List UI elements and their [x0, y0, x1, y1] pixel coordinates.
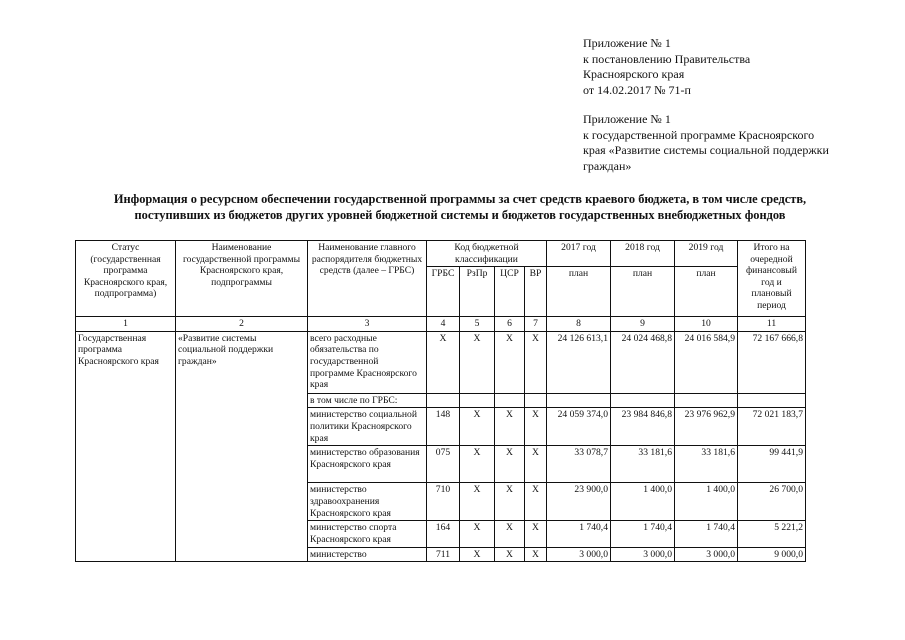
- vr-cell: Х: [525, 483, 547, 521]
- column-number: 7: [525, 317, 547, 332]
- grbs-name-cell: министерство здравоохранения Красноярского края: [308, 483, 427, 521]
- header-row: [76, 241, 806, 267]
- vr-cell: Х: [525, 446, 547, 483]
- column-number: 10: [675, 317, 738, 332]
- table-row: [76, 331, 806, 393]
- header-grbs-name: Наименование главного распорядителя бюджетных средств (далее – ГРБС): [308, 241, 427, 317]
- appendix-line: Приложение № 1: [583, 36, 671, 50]
- value-total-cell: 26 700,0: [738, 483, 806, 521]
- value-2017-cell: 1 740,4: [547, 521, 611, 547]
- value-2019-cell: 3 000,0: [675, 547, 738, 562]
- value-2019-cell: 1 400,0: [675, 483, 738, 521]
- csr-cell: [495, 393, 525, 408]
- header-2019: 2019 год: [675, 241, 738, 267]
- vr-cell: Х: [525, 521, 547, 547]
- value-2017-cell: 33 078,7: [547, 446, 611, 483]
- column-number: 11: [738, 317, 806, 332]
- appendix-line: Приложение № 1: [583, 112, 671, 126]
- vr-cell: Х: [525, 408, 547, 446]
- value-total-cell: 99 441,9: [738, 446, 806, 483]
- grbs-name-cell: в том числе по ГРБС:: [308, 393, 427, 408]
- header-2017: 2017 год: [547, 241, 611, 267]
- appendix-line: от 14.02.2017 № 71-п: [583, 82, 691, 97]
- value-2017-cell: 3 000,0: [547, 547, 611, 562]
- grbs-code-cell: [427, 393, 460, 408]
- csr-cell: Х: [495, 446, 525, 483]
- grbs-code-cell: Х: [427, 331, 460, 393]
- header-vr: ВР: [525, 267, 547, 317]
- title-line: поступивших из бюджетов других уровней бюджетной системы и бюджетов государственных внебюджетных фондов: [134, 207, 786, 222]
- value-2018-cell: 33 181,6: [611, 446, 675, 483]
- column-number: 2: [176, 317, 308, 332]
- value-2019-cell: 23 976 962,9: [675, 408, 738, 446]
- grbs-name-cell: министерство спорта Красноярского края: [308, 521, 427, 547]
- value-2017-cell: 24 126 613,1: [547, 331, 611, 393]
- column-number: 3: [308, 317, 427, 332]
- grbs-code-cell: 711: [427, 547, 460, 562]
- rzpr-cell: Х: [460, 521, 495, 547]
- value-2018-cell: 1 740,4: [611, 521, 675, 547]
- value-total-cell: 72 021 183,7: [738, 408, 806, 446]
- rzpr-cell: Х: [460, 547, 495, 562]
- value-2017-cell: 24 059 374,0: [547, 408, 611, 446]
- value-2018-cell: [611, 393, 675, 408]
- value-2019-cell: 24 016 584,9: [675, 331, 738, 393]
- appendix-header-government: [583, 36, 883, 174]
- status-cell: Государственная программа Красноярского края: [76, 331, 176, 561]
- value-total-cell: [738, 393, 806, 408]
- appendix-line: Красноярского края: [583, 67, 685, 81]
- header-program-name: Наименование государственной программы Красноярского края, подпрограммы: [176, 241, 308, 317]
- header-grbs: ГРБС: [427, 267, 460, 317]
- appendix-line: граждан»: [583, 158, 632, 173]
- value-2018-cell: 24 024 468,8: [611, 331, 675, 393]
- vr-cell: Х: [525, 331, 547, 393]
- grbs-name-cell: всего расходные обязательства по государственной программе Красноярского края: [308, 331, 427, 393]
- appendix-line: края «Развитие системы социальной поддержки: [583, 143, 829, 157]
- grbs-name-cell: министерство социальной политики Красноярского края: [308, 408, 427, 446]
- rzpr-cell: Х: [460, 331, 495, 393]
- csr-cell: Х: [495, 483, 525, 521]
- column-number: 4: [427, 317, 460, 332]
- value-total-cell: 72 167 666,8: [738, 331, 806, 393]
- document-title: [60, 192, 860, 223]
- rzpr-cell: Х: [460, 408, 495, 446]
- header-plan: план: [611, 267, 675, 317]
- rzpr-cell: Х: [460, 483, 495, 521]
- vr-cell: Х: [525, 547, 547, 562]
- value-2019-cell: 1 740,4: [675, 521, 738, 547]
- value-2018-cell: 23 984 846,8: [611, 408, 675, 446]
- appendix-line: к постановлению Правительства: [583, 51, 751, 66]
- rzpr-cell: [460, 393, 495, 408]
- column-number-row: [76, 317, 806, 332]
- grbs-code-cell: 164: [427, 521, 460, 547]
- resource-table: [75, 240, 806, 562]
- header-2018: 2018 год: [611, 241, 675, 267]
- value-2018-cell: 1 400,0: [611, 483, 675, 521]
- value-2019-cell: [675, 393, 738, 408]
- column-number: 1: [76, 317, 176, 332]
- header-csr: ЦСР: [495, 267, 525, 317]
- value-2018-cell: 3 000,0: [611, 547, 675, 562]
- appendix-line: к государственной программе Красноярского: [583, 127, 815, 142]
- grbs-code-cell: 075: [427, 446, 460, 483]
- value-2017-cell: [547, 393, 611, 408]
- title-line: Информация о ресурсном обеспечении государственной программы за счет средств краевого бюджета, в том числе средств,: [113, 192, 807, 206]
- grbs-code-cell: 148: [427, 408, 460, 446]
- header-budget-code: Код бюджетной классификации: [427, 241, 547, 267]
- header-plan: план: [675, 267, 738, 317]
- program-cell: «Развитие системы социальной поддержки граждан»: [176, 331, 308, 561]
- value-2017-cell: 23 900,0: [547, 483, 611, 521]
- csr-cell: Х: [495, 521, 525, 547]
- column-number: 8: [547, 317, 611, 332]
- vr-cell: [525, 393, 547, 408]
- header-plan: план: [547, 267, 611, 317]
- column-number: 9: [611, 317, 675, 332]
- header-total: Итого на очередной финансовый год и плановый период: [738, 241, 806, 317]
- grbs-name-cell: министерство: [308, 547, 427, 562]
- header-rzpr: РзПр: [460, 267, 495, 317]
- column-number: 6: [495, 317, 525, 332]
- csr-cell: Х: [495, 547, 525, 562]
- value-total-cell: 9 000,0: [738, 547, 806, 562]
- csr-cell: Х: [495, 408, 525, 446]
- grbs-code-cell: 710: [427, 483, 460, 521]
- csr-cell: Х: [495, 331, 525, 393]
- grbs-name-cell: министерство образования Красноярского края: [308, 446, 427, 483]
- value-total-cell: 5 221,2: [738, 521, 806, 547]
- header-status: Статус (государственная программа Красноярского края, подпрограмма): [76, 241, 176, 317]
- value-2019-cell: 33 181,6: [675, 446, 738, 483]
- rzpr-cell: Х: [460, 446, 495, 483]
- column-number: 5: [460, 317, 495, 332]
